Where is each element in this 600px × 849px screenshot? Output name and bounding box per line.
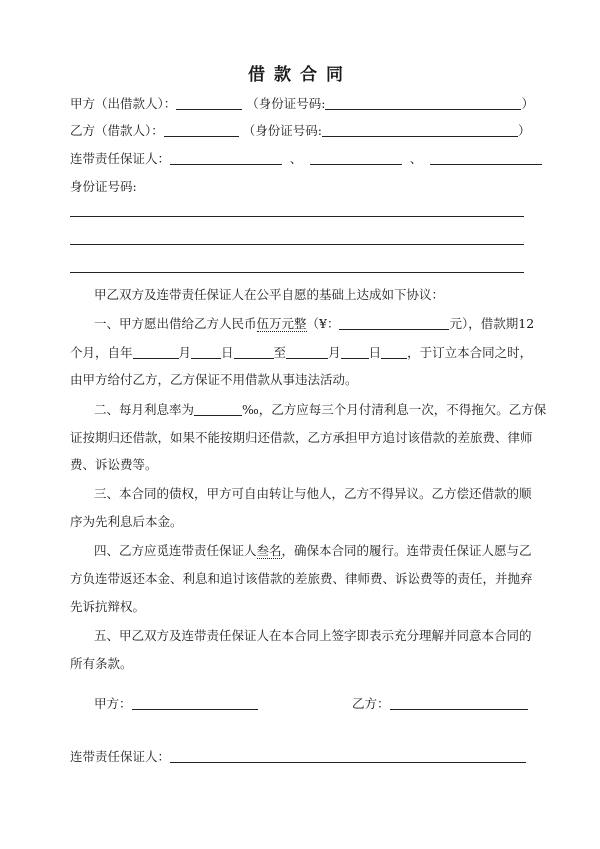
guarantor-sep-1: 、: [289, 151, 303, 166]
clause-1-line-1: [94, 316, 534, 332]
party-a-name-field[interactable]: [176, 96, 242, 110]
party-b-name-field[interactable]: [164, 123, 239, 137]
clause-1-text-b: （¥：: [306, 316, 340, 331]
clause-2-text-b: ‰，乙方应每三个月付清利息一次，不得拖欠。乙方保: [242, 402, 547, 417]
clause-4-text-b: ，确保本合同的履行。连带责任保证人愿与乙: [281, 543, 532, 558]
clause-1-text-d: 个月，自年: [70, 345, 133, 360]
sign-party-b-field[interactable]: [390, 696, 528, 710]
sign-party-b-label: 乙方：: [352, 696, 390, 711]
sign-party-a-row: [94, 696, 258, 712]
clause-5-line-2: 所有条款。: [70, 656, 133, 671]
loan-amount-field[interactable]: [339, 316, 449, 330]
start-day-field[interactable]: [234, 345, 274, 359]
clause-2-line-2: 证按期归还借款，如果不能按期归还借款，乙方承担甲方追讨该借款的差旅费、律师: [70, 430, 533, 445]
clause-1-text-e: 月: [178, 345, 192, 360]
start-month-field[interactable]: [191, 345, 221, 359]
intro-text: 甲乙双方及连带责任保证人在公平自愿的基础上达成如下协议：: [94, 287, 445, 302]
guarantor-3-field[interactable]: [430, 151, 542, 165]
end-month-field[interactable]: [341, 345, 369, 359]
id-numbers-label: 身份证号码:: [70, 179, 137, 194]
guarantor-row: [70, 151, 542, 167]
clause-1-line-3: 由甲方给付乙方，乙方保证不用借款从事违法活动。: [70, 372, 358, 387]
sign-guarantor-field[interactable]: [170, 749, 526, 763]
sign-guarantor-label: 连带责任保证人：: [70, 749, 171, 764]
sign-guarantor-row: [70, 749, 526, 765]
clause-4-line-2: 方负连带返还本金、利息和追讨该借款的差旅费、律师费、诉讼费等的责任，并抛弃: [70, 571, 533, 586]
party-a-row: [70, 96, 534, 112]
party-b-id-label: （身份证号码:: [242, 123, 322, 138]
id-number-line-3[interactable]: [70, 272, 524, 273]
sign-party-b-row: [352, 696, 528, 712]
party-a-close: ）: [521, 96, 534, 111]
party-b-close: ）: [517, 123, 531, 138]
id-number-line-1[interactable]: [70, 216, 524, 217]
clause-1-line-2: [70, 345, 532, 361]
clause-3-line-1: 三、本合同的债权，甲方可自由转让与他人，乙方不得异议。乙方偿还借款的顺: [94, 486, 532, 501]
clause-4-line-1: [94, 543, 532, 559]
sign-party-a-field[interactable]: [132, 696, 258, 710]
clause-1-text-j: ，于订立本合同之时，: [407, 345, 533, 360]
party-a-id-label: （身份证号码:: [246, 96, 326, 111]
guarantor-count: 叁名: [256, 543, 282, 558]
party-a-id-field[interactable]: [325, 96, 521, 110]
clause-1-text-i: 日: [368, 345, 382, 360]
clause-2-line-3: 费、诉讼费等。: [70, 457, 158, 472]
clause-4-line-3: 先诉抗辩权。: [70, 599, 146, 614]
clause-2-line-1: [94, 402, 546, 418]
end-year-field[interactable]: [286, 345, 328, 359]
guarantor-2-field[interactable]: [310, 151, 402, 165]
start-year-field[interactable]: [133, 345, 179, 359]
document-title: 借款合同: [248, 65, 352, 85]
clause-1-text-h: 月: [328, 345, 341, 360]
clause-1-text-c: 元），借款期12: [449, 316, 535, 331]
end-day-field[interactable]: [381, 345, 407, 359]
party-a-label: 甲方（出借款人）：: [70, 96, 177, 111]
party-b-row: [70, 123, 530, 139]
interest-rate-field[interactable]: [194, 402, 242, 416]
guarantor-sep-2: 、: [409, 151, 423, 166]
clause-2-text-a: 二、每月利息率为: [94, 402, 195, 417]
guarantor-1-field[interactable]: [170, 151, 282, 165]
loan-amount-words: 伍万元整: [256, 316, 307, 331]
guarantor-label: 连带责任保证人：: [70, 151, 171, 166]
id-number-line-2[interactable]: [70, 244, 524, 245]
clause-1-text-a: 一、甲方愿出借给乙方人民币: [94, 316, 257, 331]
clause-1-text-f: 日: [221, 345, 234, 360]
clause-4-text-a: 四、乙方应觅连带责任保证人: [94, 543, 257, 558]
party-b-label: 乙方（借款人）：: [70, 123, 164, 138]
clause-3-line-2: 序为先利息后本金。: [70, 514, 183, 529]
party-b-id-field[interactable]: [322, 123, 518, 137]
sign-party-a-label: 甲方：: [94, 696, 132, 711]
clause-1-text-g: 至: [273, 345, 287, 360]
clause-5-line-1: 五、甲乙双方及连带责任保证人在本合同上签字即表示充分理解并同意本合同的: [94, 628, 532, 643]
